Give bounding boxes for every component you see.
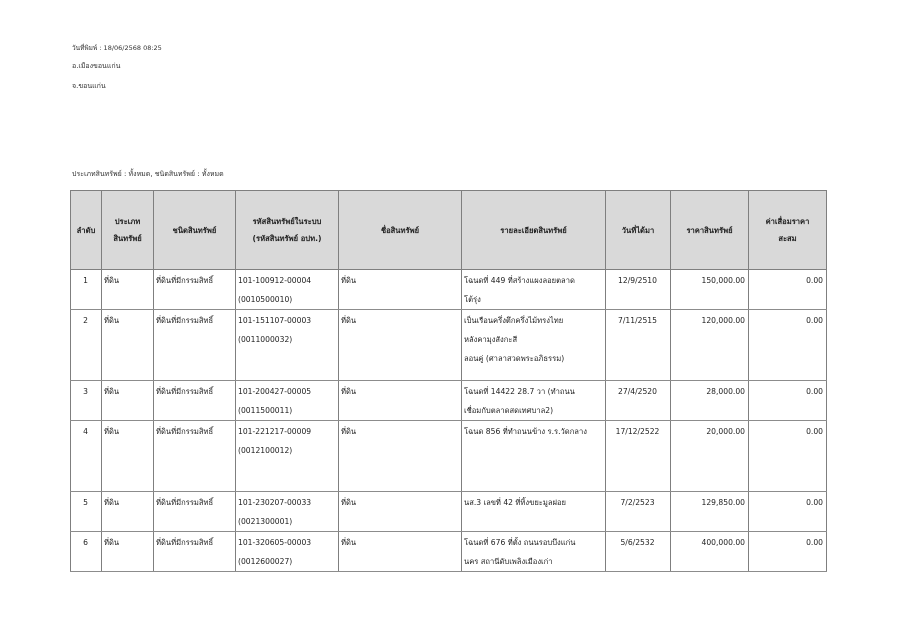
cell-category: ที่ดิน <box>102 310 154 381</box>
col-kind: ชนิดสินทรัพย์ <box>154 191 236 270</box>
cell-depreciation: 0.00 <box>749 270 827 310</box>
table-row <box>71 492 827 532</box>
cell-seq: 1 <box>71 270 102 310</box>
cell-name: ที่ดิน <box>339 381 462 421</box>
cell-price: 400,000.00 <box>671 532 749 572</box>
cell-seq: 5 <box>71 492 102 532</box>
cell-seq: 6 <box>71 532 102 572</box>
cell-code: 101-230207-00033 (0021300001) <box>236 492 339 532</box>
col-seq: ลำดับ <box>71 191 102 270</box>
cell-category: ที่ดิน <box>102 492 154 532</box>
col-name: ชื่อสินทรัพย์ <box>339 191 462 270</box>
cell-category: ที่ดิน <box>102 532 154 572</box>
cell-category: ที่ดิน <box>102 421 154 492</box>
cell-date: 17/12/2522 <box>606 421 671 492</box>
cell-price: 120,000.00 <box>671 310 749 381</box>
cell-detail: เป็นเรือนครึ่งตึกครึ่งไม้ทรงไทย หลังคามุงสังกะสี ลอนคู่ (ศาลาสวดพระอภิธรรม) <box>462 310 606 381</box>
cell-depreciation: 0.00 <box>749 381 827 421</box>
cell-detail: โฉนด 856 ที่ทำถนนข้าง ร.ร.วัดกลาง <box>462 421 606 492</box>
cell-price: 129,850.00 <box>671 492 749 532</box>
cell-price: 28,000.00 <box>671 381 749 421</box>
cell-code: 101-151107-00003 (0011000032) <box>236 310 339 381</box>
col-depreciation: ค่าเสื่อมราคา สะสม <box>749 191 827 270</box>
col-date: วันที่ได้มา <box>606 191 671 270</box>
cell-name: ที่ดิน <box>339 421 462 492</box>
cell-detail: โฉนดที่ 449 ที่สร้างแผงลอยตลาด โต้รุ่ง <box>462 270 606 310</box>
cell-date: 7/2/2523 <box>606 492 671 532</box>
cell-depreciation: 0.00 <box>749 421 827 492</box>
table-row <box>71 310 827 381</box>
cell-name: ที่ดิน <box>339 270 462 310</box>
cell-kind: ที่ดินที่มีกรรมสิทธิ์ <box>154 492 236 532</box>
col-price: ราคาสินทรัพย์ <box>671 191 749 270</box>
cell-price: 150,000.00 <box>671 270 749 310</box>
table-row <box>71 270 827 310</box>
cell-kind: ที่ดินที่มีกรรมสิทธิ์ <box>154 270 236 310</box>
cell-name: ที่ดิน <box>339 310 462 381</box>
cell-seq: 3 <box>71 381 102 421</box>
cell-code: 101-100912-00004 (0010500010) <box>236 270 339 310</box>
cell-code: 101-200427-00005 (0011500011) <box>236 381 339 421</box>
table-row <box>71 532 827 572</box>
col-code: รหัสสินทรัพย์ในระบบ (รหัสสินทรัพย์ อปท.) <box>236 191 339 270</box>
cell-depreciation: 0.00 <box>749 310 827 381</box>
cell-kind: ที่ดินที่มีกรรมสิทธิ์ <box>154 421 236 492</box>
cell-category: ที่ดิน <box>102 381 154 421</box>
asset-table <box>70 190 827 572</box>
cell-seq: 2 <box>71 310 102 381</box>
cell-kind: ที่ดินที่มีกรรมสิทธิ์ <box>154 381 236 421</box>
cell-depreciation: 0.00 <box>749 492 827 532</box>
cell-seq: 4 <box>71 421 102 492</box>
cell-code: 101-221217-00009 (0012100012) <box>236 421 339 492</box>
cell-detail: โฉนดที่ 14422 28.7 วา (ทำถนน เชื่อมกับตลาดสดเทศบาล2) <box>462 381 606 421</box>
cell-category: ที่ดิน <box>102 270 154 310</box>
cell-kind: ที่ดินที่มีกรรมสิทธิ์ <box>154 532 236 572</box>
cell-code: 101-320605-00003 (0012600027) <box>236 532 339 572</box>
cell-detail: นส.3 เลขที่ 42 ที่ทิ้งขยะมูลฝอย <box>462 492 606 532</box>
cell-date: 5/6/2532 <box>606 532 671 572</box>
filter-line: ประเภทสินทรัพย์ : ทั้งหมด, ชนิดสินทรัพย์ : ทั้งหมด <box>72 170 224 178</box>
cell-date: 27/4/2520 <box>606 381 671 421</box>
cell-name: ที่ดิน <box>339 532 462 572</box>
cell-price: 20,000.00 <box>671 421 749 492</box>
print-date: วันที่พิมพ์ : 18/06/2568 08:25 <box>72 44 162 52</box>
table-row <box>71 421 827 492</box>
cell-date: 7/11/2515 <box>606 310 671 381</box>
cell-kind: ที่ดินที่มีกรรมสิทธิ์ <box>154 310 236 381</box>
cell-detail: โฉนดที่ 676 ที่ตั้ง ถนนรอบบึงแก่น นคร สถานีดับเพลิงเมืองเก่า <box>462 532 606 572</box>
table-header-row <box>71 191 827 270</box>
col-category: ประเภท สินทรัพย์ <box>102 191 154 270</box>
table-row <box>71 381 827 421</box>
district-label: อ.เมืองขอนแก่น <box>72 62 121 70</box>
cell-depreciation: 0.00 <box>749 532 827 572</box>
cell-date: 12/9/2510 <box>606 270 671 310</box>
province-label: จ.ขอนแก่น <box>72 82 106 90</box>
col-detail: รายละเอียดสินทรัพย์ <box>462 191 606 270</box>
cell-name: ที่ดิน <box>339 492 462 532</box>
